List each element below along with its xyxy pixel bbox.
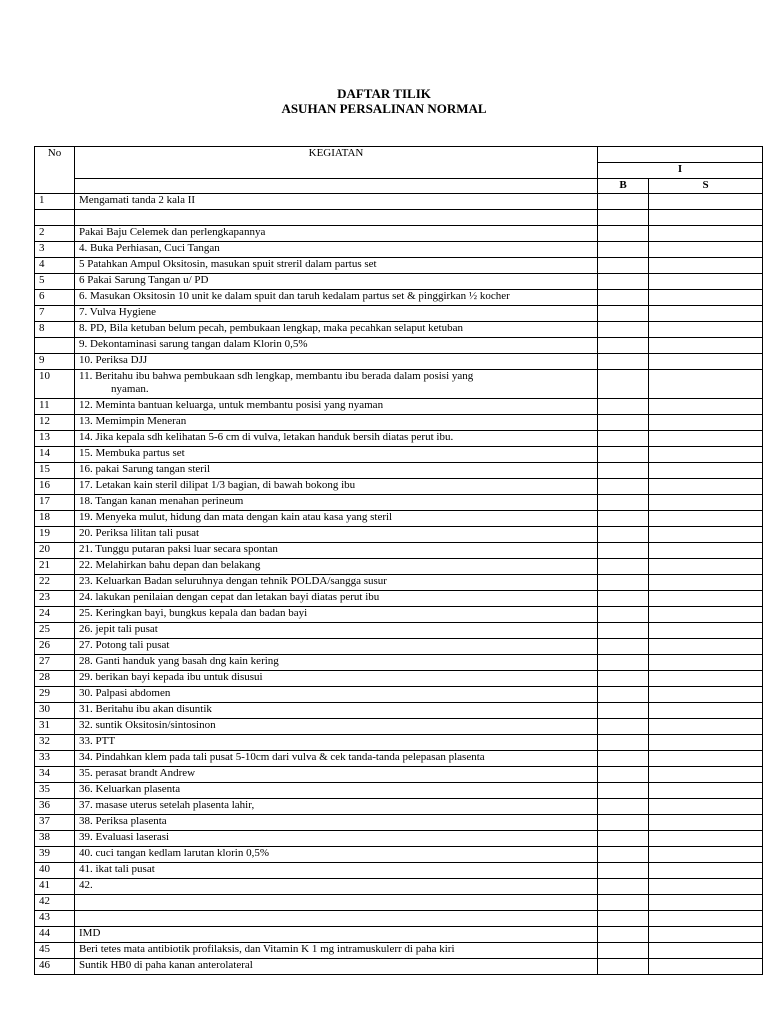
row-number: 41 — [35, 879, 75, 895]
row-number: 33 — [35, 751, 75, 767]
row-activity: 18. Tangan kanan menahan perineum — [75, 495, 598, 511]
row-number: 32 — [35, 735, 75, 751]
table-row — [35, 258, 763, 274]
table-row — [35, 511, 763, 527]
row-check-s[interactable] — [649, 338, 763, 354]
table-row — [35, 527, 763, 543]
row-check-s[interactable] — [649, 274, 763, 290]
row-number: 12 — [35, 415, 75, 431]
row-check-b[interactable] — [598, 639, 649, 655]
row-check-b[interactable] — [598, 847, 649, 863]
table-row — [35, 338, 763, 354]
header-no: No — [35, 147, 75, 194]
table-row — [35, 322, 763, 338]
row-check-b[interactable] — [598, 226, 649, 242]
row-check-b[interactable] — [598, 338, 649, 354]
table-row — [35, 831, 763, 847]
row-number: 46 — [35, 959, 75, 975]
row-number: 39 — [35, 847, 75, 863]
row-check-b[interactable] — [598, 815, 649, 831]
row-check-s[interactable] — [649, 719, 763, 735]
table-row — [35, 703, 763, 719]
row-activity: 25. Keringkan bayi, bungkus kepala dan badan bayi — [75, 607, 598, 623]
table-row — [35, 655, 763, 671]
table-row — [35, 847, 763, 863]
row-activity: 22. Melahirkan bahu depan dan belakang — [75, 559, 598, 575]
row-check-s[interactable] — [649, 623, 763, 639]
row-check-s[interactable] — [649, 447, 763, 463]
table-row — [35, 623, 763, 639]
row-check-b[interactable] — [598, 463, 649, 479]
header-s: S — [649, 179, 763, 194]
table-row — [35, 767, 763, 783]
row-check-b[interactable] — [598, 415, 649, 431]
table-row — [35, 751, 763, 767]
row-number: 24 — [35, 607, 75, 623]
row-number: 27 — [35, 655, 75, 671]
row-activity: 28. Ganti handuk yang basah dng kain kering — [75, 655, 598, 671]
row-check-s[interactable] — [649, 895, 763, 911]
table-row — [35, 399, 763, 415]
row-number: 15 — [35, 463, 75, 479]
table-row — [35, 687, 763, 703]
row-check-b[interactable] — [598, 242, 649, 258]
table-row — [35, 463, 763, 479]
row-activity: 31. Beritahu ibu akan disuntik — [75, 703, 598, 719]
row-check-s[interactable] — [649, 242, 763, 258]
row-number: 40 — [35, 863, 75, 879]
row-activity: 17. Letakan kain steril dilipat 1/3 bagian, di bawah bokong ibu — [75, 479, 598, 495]
row-activity: 7. Vulva Hygiene — [75, 306, 598, 322]
row-check-b[interactable] — [598, 943, 649, 959]
row-activity: 23. Keluarkan Badan seluruhnya dengan tehnik POLDA/sangga susur — [75, 575, 598, 591]
table-row — [35, 370, 763, 399]
row-check-b[interactable] — [598, 495, 649, 511]
row-check-s[interactable] — [649, 831, 763, 847]
row-check-s[interactable] — [649, 799, 763, 815]
row-activity: Suntik HB0 di paha kanan anterolateral — [75, 959, 598, 975]
table-row — [35, 783, 763, 799]
table-row — [35, 735, 763, 751]
row-check-s[interactable] — [649, 735, 763, 751]
row-check-s[interactable] — [649, 258, 763, 274]
checklist-table — [34, 146, 763, 975]
row-check-s[interactable] — [649, 431, 763, 447]
table-row — [35, 607, 763, 623]
row-number: 2 — [35, 226, 75, 242]
row-number: 19 — [35, 527, 75, 543]
row-check-s[interactable] — [649, 479, 763, 495]
row-number: 35 — [35, 783, 75, 799]
table-row — [35, 495, 763, 511]
table-row — [35, 575, 763, 591]
table-row — [35, 591, 763, 607]
row-check-s[interactable] — [649, 783, 763, 799]
row-number: 11 — [35, 399, 75, 415]
row-check-s[interactable] — [649, 306, 763, 322]
row-check-s[interactable] — [649, 943, 763, 959]
row-check-s[interactable] — [649, 226, 763, 242]
table-row — [35, 799, 763, 815]
row-check-s[interactable] — [649, 751, 763, 767]
row-check-s[interactable] — [649, 879, 763, 895]
row-check-s[interactable] — [649, 511, 763, 527]
row-check-s[interactable] — [649, 194, 763, 210]
row-number: 31 — [35, 719, 75, 735]
row-activity: 13. Memimpin Meneran — [75, 415, 598, 431]
row-number — [35, 338, 75, 354]
row-activity: 10. Periksa DJJ — [75, 354, 598, 370]
row-activity: 30. Palpasi abdomen — [75, 687, 598, 703]
row-check-b[interactable] — [598, 751, 649, 767]
row-number: 17 — [35, 495, 75, 511]
row-check-b[interactable] — [598, 290, 649, 306]
row-check-b[interactable] — [598, 479, 649, 495]
row-number: 36 — [35, 799, 75, 815]
row-check-b[interactable] — [598, 607, 649, 623]
row-check-s[interactable] — [649, 559, 763, 575]
row-check-b[interactable] — [598, 799, 649, 815]
row-activity: 19. Menyeka mulut, hidung dan mata dengan kain atau kasa yang steril — [75, 511, 598, 527]
row-number: 37 — [35, 815, 75, 831]
row-activity: 6 Pakai Sarung Tangan u/ PD — [75, 274, 598, 290]
table-row — [35, 671, 763, 687]
row-check-b[interactable] — [598, 575, 649, 591]
row-check-s[interactable] — [649, 354, 763, 370]
row-activity — [75, 370, 598, 399]
row-activity: 26. jepit tali pusat — [75, 623, 598, 639]
row-number: 4 — [35, 258, 75, 274]
row-activity: 21. Tunggu putaran paksi luar secara spontan — [75, 543, 598, 559]
row-activity: 29. berikan bayi kepada ibu untuk disusui — [75, 671, 598, 687]
row-check-b[interactable] — [598, 863, 649, 879]
row-activity-continuation: nyaman. — [111, 383, 149, 395]
table-row — [35, 210, 763, 226]
row-number: 44 — [35, 927, 75, 943]
row-activity: 16. pakai Sarung tangan steril — [75, 463, 598, 479]
row-check-s[interactable] — [649, 575, 763, 591]
row-check-s[interactable] — [649, 495, 763, 511]
row-check-b[interactable] — [598, 306, 649, 322]
row-check-b[interactable] — [598, 911, 649, 927]
table-row — [35, 226, 763, 242]
row-check-b[interactable] — [598, 767, 649, 783]
row-activity-line: 11. Beritahu ibu bahwa pembukaan sdh lengkap, membantu ibu berada dalam posisi yang — [79, 370, 474, 382]
row-activity — [75, 911, 598, 927]
row-check-s[interactable] — [649, 290, 763, 306]
row-check-b[interactable] — [598, 527, 649, 543]
table-row — [35, 911, 763, 927]
table-row — [35, 431, 763, 447]
row-check-s[interactable] — [649, 671, 763, 687]
row-activity: 20. Periksa lilitan tali pusat — [75, 527, 598, 543]
row-activity: 12. Meminta bantuan keluarga, untuk membantu posisi yang nyaman — [75, 399, 598, 415]
row-check-b[interactable] — [598, 703, 649, 719]
row-check-s[interactable] — [649, 463, 763, 479]
row-check-s[interactable] — [649, 767, 763, 783]
row-number: 10 — [35, 370, 75, 399]
row-activity: Pakai Baju Celemek dan perlengkapannya — [75, 226, 598, 242]
row-check-s[interactable] — [649, 370, 763, 399]
row-check-b[interactable] — [598, 719, 649, 735]
row-check-b[interactable] — [598, 671, 649, 687]
row-check-s[interactable] — [649, 591, 763, 607]
row-number: 5 — [35, 274, 75, 290]
row-check-b[interactable] — [598, 258, 649, 274]
table-row — [35, 354, 763, 370]
row-number: 38 — [35, 831, 75, 847]
row-check-b[interactable] — [598, 399, 649, 415]
row-check-b[interactable] — [598, 783, 649, 799]
row-check-b[interactable] — [598, 623, 649, 639]
table-row — [35, 290, 763, 306]
table-row — [35, 242, 763, 258]
table-row — [35, 879, 763, 895]
row-number: 29 — [35, 687, 75, 703]
row-check-b[interactable] — [598, 735, 649, 751]
header-kegiatan: KEGIATAN — [75, 147, 598, 179]
row-number: 7 — [35, 306, 75, 322]
row-check-s[interactable] — [649, 415, 763, 431]
row-check-b[interactable] — [598, 559, 649, 575]
row-check-b[interactable] — [598, 194, 649, 210]
row-activity: 15. Membuka partus set — [75, 447, 598, 463]
row-number: 20 — [35, 543, 75, 559]
row-activity: 27. Potong tali pusat — [75, 639, 598, 655]
row-check-b[interactable] — [598, 591, 649, 607]
header-kegiatan-blank — [75, 179, 598, 194]
row-check-s[interactable] — [649, 815, 763, 831]
row-activity: Beri tetes mata antibiotik profilaksis, dan Vitamin K 1 mg intramuskulerr di paha kiri — [75, 943, 598, 959]
row-number: 23 — [35, 591, 75, 607]
row-number: 30 — [35, 703, 75, 719]
row-check-b[interactable] — [598, 655, 649, 671]
row-check-s[interactable] — [649, 639, 763, 655]
row-check-b[interactable] — [598, 511, 649, 527]
table-row — [35, 194, 763, 210]
table-row — [35, 274, 763, 290]
row-activity: 14. Jika kepala sdh kelihatan 5-6 cm di vulva, letakan handuk bersih diatas perut ibu. — [75, 431, 598, 447]
row-activity: 34. Pindahkan klem pada tali pusat 5-10cm dari vulva & cek tanda-tanda pelepasan plasenta — [75, 751, 598, 767]
table-row — [35, 959, 763, 975]
row-activity: 39. Evaluasi laserasi — [75, 831, 598, 847]
row-number: 9 — [35, 354, 75, 370]
document-title: DAFTAR TILIK — [337, 86, 431, 101]
row-check-s[interactable] — [649, 607, 763, 623]
row-number: 34 — [35, 767, 75, 783]
row-activity: 40. cuci tangan kedlam larutan klorin 0,5% — [75, 847, 598, 863]
row-number: 8 — [35, 322, 75, 338]
row-number — [35, 210, 75, 226]
row-check-b[interactable] — [598, 322, 649, 338]
row-check-b[interactable] — [598, 210, 649, 226]
table-row — [35, 927, 763, 943]
row-activity: 6. Masukan Oksitosin 10 unit ke dalam spuit dan taruh kedalam partus set & pinggirkan ½ kocher — [75, 290, 598, 306]
row-activity: 38. Periksa plasenta — [75, 815, 598, 831]
row-activity: 42. — [75, 879, 598, 895]
row-activity — [75, 210, 598, 226]
row-check-s[interactable] — [649, 863, 763, 879]
row-activity: 8. PD, Bila ketuban belum pecah, pembukaan lengkap, maka pecahkan selaput ketuban — [75, 322, 598, 338]
row-check-s[interactable] — [649, 847, 763, 863]
row-check-b[interactable] — [598, 431, 649, 447]
header-blank — [598, 147, 763, 163]
row-check-b[interactable] — [598, 370, 649, 399]
row-number: 14 — [35, 447, 75, 463]
header-b: B — [598, 179, 649, 194]
row-activity: 35. perasat brandt Andrew — [75, 767, 598, 783]
table-row — [35, 559, 763, 575]
row-check-b[interactable] — [598, 927, 649, 943]
row-number: 25 — [35, 623, 75, 639]
table-row — [35, 719, 763, 735]
row-check-s[interactable] — [649, 322, 763, 338]
row-activity: 5 Patahkan Ampul Oksitosin, masukan spuit streril dalam partus set — [75, 258, 598, 274]
row-number: 43 — [35, 911, 75, 927]
row-check-s[interactable] — [649, 687, 763, 703]
row-number: 45 — [35, 943, 75, 959]
table-row — [35, 447, 763, 463]
row-activity: 24. lakukan penilaian dengan cepat dan letakan bayi diatas perut ibu — [75, 591, 598, 607]
row-activity: 41. ikat tali pusat — [75, 863, 598, 879]
row-check-s[interactable] — [649, 527, 763, 543]
row-activity: 36. Keluarkan plasenta — [75, 783, 598, 799]
row-number: 28 — [35, 671, 75, 687]
document-subtitle: ASUHAN PERSALINAN NORMAL — [281, 101, 487, 116]
header-group: I — [598, 163, 763, 179]
table-row — [35, 639, 763, 655]
row-activity: IMD — [75, 927, 598, 943]
row-number: 22 — [35, 575, 75, 591]
table-row — [35, 895, 763, 911]
row-activity: 37. masase uterus setelah plasenta lahir, — [75, 799, 598, 815]
row-number: 26 — [35, 639, 75, 655]
row-activity: Mengamati tanda 2 kala II — [75, 194, 598, 210]
row-check-s[interactable] — [649, 543, 763, 559]
row-check-b[interactable] — [598, 687, 649, 703]
row-number: 42 — [35, 895, 75, 911]
row-activity — [75, 895, 598, 911]
row-check-s[interactable] — [649, 655, 763, 671]
row-activity: 32. suntik Oksitosin/sintosinon — [75, 719, 598, 735]
row-number: 21 — [35, 559, 75, 575]
row-number: 18 — [35, 511, 75, 527]
table-row — [35, 815, 763, 831]
row-check-s[interactable] — [649, 959, 763, 975]
row-number: 1 — [35, 194, 75, 210]
row-check-b[interactable] — [598, 447, 649, 463]
row-check-s[interactable] — [649, 927, 763, 943]
row-check-b[interactable] — [598, 274, 649, 290]
table-row — [35, 306, 763, 322]
row-activity: 9. Dekontaminasi sarung tangan dalam Klorin 0,5% — [75, 338, 598, 354]
table-row — [35, 943, 763, 959]
row-check-s[interactable] — [649, 210, 763, 226]
row-number: 13 — [35, 431, 75, 447]
row-check-s[interactable] — [649, 703, 763, 719]
row-check-b[interactable] — [598, 831, 649, 847]
row-check-s[interactable] — [649, 911, 763, 927]
row-check-b[interactable] — [598, 354, 649, 370]
table-row — [35, 479, 763, 495]
row-check-s[interactable] — [649, 399, 763, 415]
row-check-b[interactable] — [598, 895, 649, 911]
row-activity: 33. PTT — [75, 735, 598, 751]
row-number: 6 — [35, 290, 75, 306]
row-check-b[interactable] — [598, 879, 649, 895]
row-check-b[interactable] — [598, 959, 649, 975]
checklist-rows — [35, 194, 763, 975]
row-check-b[interactable] — [598, 543, 649, 559]
row-activity: 4. Buka Perhiasan, Cuci Tangan — [75, 242, 598, 258]
table-row — [35, 543, 763, 559]
row-number: 3 — [35, 242, 75, 258]
table-row — [35, 415, 763, 431]
row-number: 16 — [35, 479, 75, 495]
table-row — [35, 863, 763, 879]
